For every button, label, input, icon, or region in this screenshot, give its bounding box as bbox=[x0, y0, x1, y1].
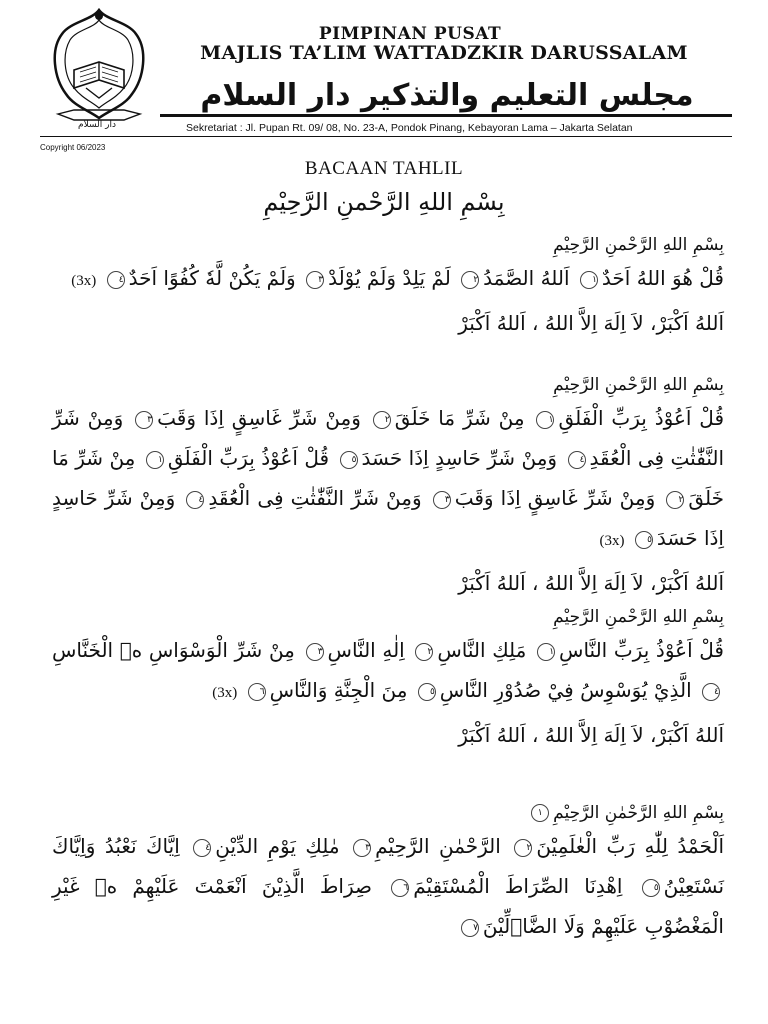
secretariat-address: Sekretariat : Jl. Pupan Rt. 09/ 08, No. 23-A, Pondok Pinang, Kebayoran Lama – Jakarta Selatan bbox=[186, 122, 633, 134]
verse-number-marker: ٢ bbox=[461, 271, 479, 289]
verse-text: صِرَاطَ الَّذِيْنَ اَنْعَمْتَ عَلَيْهِمْ ەۙ غَيْرِ الْمَغْضُوْبِ عَلَيْهِمْ وَلَا الضَّاۤلِّيْنَ bbox=[52, 874, 724, 938]
verse-number-marker: ٣ bbox=[306, 643, 324, 661]
basmalah-heading: بِسْمِ اللهِ الرَّحْمنِ الرَّحِيْمِ bbox=[263, 188, 505, 216]
section-basmalah: بِسْمِ اللهِ الرَّحْمنِ الرَّحِيْمِ bbox=[553, 607, 724, 627]
section-an-nas bbox=[52, 604, 724, 757]
logo-caption: دار السلام bbox=[78, 120, 116, 130]
verse-number-marker: ٤ bbox=[193, 839, 211, 857]
basmalah-text: بِسْمِ اللهِ الرَّحْمٰنِ الرَّحِيْمِ bbox=[553, 803, 724, 823]
verse-text: وَمِنْ شَرِّ النَّفّٰثٰتِ فِى الْعُقَدِ bbox=[208, 486, 422, 510]
verse-number-marker: ٤ bbox=[186, 491, 204, 509]
verse-text: قُلْ اَعُوْذُ بِرَبِّ الْفَلَقِ bbox=[167, 446, 330, 470]
verse-text: قُلْ اَعُوْذُ بِرَبِّ الْفَلَقِ bbox=[558, 406, 725, 430]
verse-text: الَّذِيْ يُوَسْوِسُ فِيْ صُدُوْرِ النَّاسِ bbox=[439, 678, 692, 702]
copyright-notice: Copyright 06/2023 bbox=[40, 143, 106, 152]
verse-number-marker: ٢ bbox=[415, 643, 433, 661]
takbir-line: اَللهُ اَكْبَرْ، لاَ اِلَهَ اِلاَّ اللهُ ، اَللهُ اَكْبَرْ bbox=[458, 571, 724, 595]
verse-number-marker: ٤ bbox=[702, 683, 720, 701]
page-title: BACAAN TAHLIL bbox=[304, 158, 464, 179]
verse-text: اِلٰهِ النَّاسِ bbox=[327, 638, 405, 662]
takbir-line: اَللهُ اَكْبَرْ، لاَ اِلَهَ اِلاَّ اللهُ ، اَللهُ اَكْبَرْ bbox=[458, 723, 724, 747]
verse-block bbox=[52, 630, 724, 713]
org-name-arabic: مجلس التعليم والتذكير دار السلام bbox=[200, 78, 694, 113]
letterhead-rule-thick bbox=[160, 114, 732, 117]
verse-text: وَمِنْ شَرِّ غَاسِقٍ اِذَا وَقَبَ bbox=[454, 486, 656, 510]
verse-number-marker: ٢ bbox=[666, 491, 684, 509]
verse-text: وَمِنْ شَرِّ حَاسِدٍ اِذَا حَسَدَ bbox=[361, 446, 558, 470]
verse-block bbox=[52, 258, 724, 301]
verse-number-marker: ٢ bbox=[514, 839, 532, 857]
takbir-line: اَللهُ اَكْبَرْ، لاَ اِلَهَ اِلاَّ اللهُ ، اَللهُ اَكْبَرْ bbox=[458, 311, 724, 335]
org-name: MAJLIS TA’LIM WATTADZKIR DARUSSALAM bbox=[200, 42, 688, 64]
verse-number-marker: ٢ bbox=[373, 411, 391, 429]
verse-number-marker: ٧ bbox=[461, 919, 479, 937]
verse-number-marker: ٣ bbox=[306, 271, 324, 289]
verse-text: اِهْدِنَا الصِّرَاطَ الْمُسْتَقِيْمَ bbox=[413, 874, 623, 898]
verse-text: اَللهُ الصَّمَدُ bbox=[483, 266, 570, 290]
verse-text: اَلْحَمْدُ لِلّٰهِ رَبِّ الْعٰلَمِيْنَ bbox=[536, 834, 725, 858]
verse-number-marker: ١ bbox=[536, 411, 554, 429]
verse-number-marker: ١ bbox=[146, 451, 164, 469]
verse-number-marker: ١ bbox=[537, 643, 555, 661]
section-basmalah bbox=[52, 800, 724, 826]
org-heading: PIMPINAN PUSAT bbox=[318, 24, 502, 44]
verse-text: لَمْ يَلِدْ وَلَمْ يُوْلَدْ bbox=[328, 266, 451, 290]
verse-text: قُلْ هُوَ اللهُ اَحَدٌ bbox=[601, 266, 724, 290]
repeat-count: (3x) bbox=[71, 273, 97, 289]
verse-number-marker: ٣ bbox=[353, 839, 371, 857]
section-al-ikhlas bbox=[52, 232, 724, 345]
verse-number-marker: ٤ bbox=[568, 451, 586, 469]
section-basmalah: بِسْمِ اللهِ الرَّحْمنِ الرَّحِيْمِ bbox=[553, 235, 724, 255]
verse-number-marker: ٥ bbox=[340, 451, 358, 469]
verse-text: مٰلِكِ يَوْمِ الدِّيْنِ bbox=[215, 834, 340, 858]
verse-number-marker: ١ bbox=[531, 804, 549, 822]
verse-number-marker: ١ bbox=[580, 271, 598, 289]
verse-text: مِنْ شَرِّ الْوَسْوَاسِ ەۙ الْخَنَّاسِ bbox=[52, 638, 295, 662]
verse-number-marker: ٤ bbox=[107, 271, 125, 289]
verse-text: مِنْ شَرِّ مَا خَلَقَ bbox=[394, 406, 525, 430]
verse-number-marker: ٦ bbox=[248, 683, 266, 701]
verse-number-marker: ٥ bbox=[642, 879, 660, 897]
verse-block bbox=[52, 398, 724, 561]
verse-number-marker: ٥ bbox=[418, 683, 436, 701]
verse-number-marker: ٣ bbox=[433, 491, 451, 509]
section-basmalah: بِسْمِ اللهِ الرَّحْمنِ الرَّحِيْمِ bbox=[553, 375, 724, 395]
repeat-count: (3x) bbox=[212, 685, 238, 701]
verse-number-marker: ٥ bbox=[635, 531, 653, 549]
verse-text: الرَّحْمٰنِ الرَّحِيْمِ bbox=[375, 834, 501, 858]
verse-text: مِنَ الْجِنَّةِ وَالنَّاسِ bbox=[269, 678, 408, 702]
verse-text: قُلْ اَعُوْذُ بِرَبِّ النَّاسِ bbox=[559, 638, 724, 662]
letterhead-rule-thin bbox=[40, 136, 732, 137]
verse-text: اِيَّاكَ نَعْبُدُ وَاِيَّاكَ نَسْتَعِيْنُ bbox=[52, 834, 725, 898]
letterhead bbox=[0, 0, 768, 150]
verse-text: وَمِنْ شَرِّ النَّفّٰثٰتِ فِى الْعُقَدِ bbox=[52, 406, 724, 470]
repeat-count: (3x) bbox=[599, 533, 625, 549]
verse-text: وَلَمْ يَكُنْ لَّهٗ كُفُوًا اَحَدٌ bbox=[128, 266, 296, 290]
section-al-falaq bbox=[52, 372, 724, 605]
section-al-fatihah bbox=[52, 800, 724, 946]
verse-number-marker: ٦ bbox=[391, 879, 409, 897]
verse-text: مِنْ شَرِّ مَا خَلَقَ bbox=[52, 446, 724, 510]
verse-text: وَمِنْ شَرِّ حَاسِدٍ اِذَا حَسَدَ bbox=[52, 486, 724, 550]
verse-block bbox=[52, 826, 724, 946]
verse-text: مَلِكِ النَّاسِ bbox=[437, 638, 527, 662]
verse-text: وَمِنْ شَرِّ غَاسِقٍ اِذَا وَقَبَ bbox=[157, 406, 361, 430]
verse-number-marker: ٣ bbox=[135, 411, 153, 429]
